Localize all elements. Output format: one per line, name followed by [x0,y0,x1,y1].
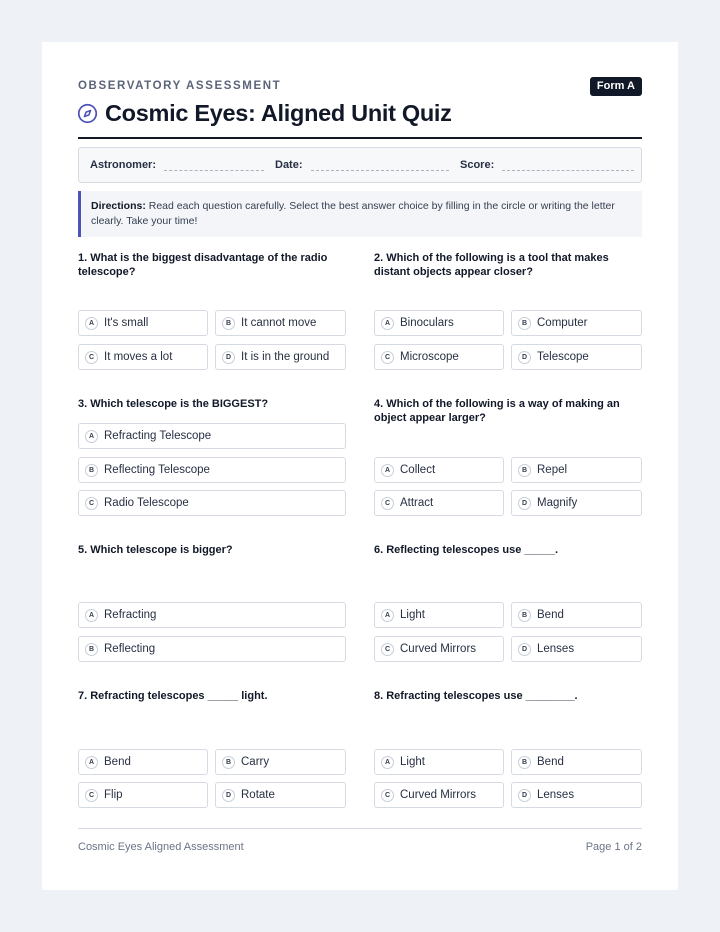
option-text: Curved Mirrors [400,643,477,655]
option-text: Bend [537,609,564,621]
option-text: It's small [104,317,149,329]
option-text: Light [400,609,425,621]
option-text: Lenses [537,789,575,801]
title-row [77,100,452,127]
option-text: It cannot move [241,317,317,329]
question-text: 8. Refracting telescopes use ________. [374,690,578,702]
option-letter-badge: B [222,317,235,330]
option-letter-badge: D [518,351,531,364]
option-text: Light [400,756,425,768]
option-letter-badge: D [222,789,235,802]
answer-option-5b[interactable] [78,636,346,662]
answer-option-7b[interactable] [215,749,346,775]
option-text: Collect [400,464,436,476]
option-letter-badge: C [85,351,98,364]
answer-option-2b[interactable] [511,310,642,336]
answer-option-1b[interactable] [215,310,346,336]
answer-option-4b[interactable] [511,457,642,483]
question-7 [78,690,346,704]
option-letter-badge: D [518,789,531,802]
option-letter-badge: D [222,351,235,364]
eyebrow-label: OBSERVATORY ASSESSMENT [78,80,282,92]
answer-option-7d[interactable] [215,782,346,808]
option-letter-badge: B [222,756,235,769]
answer-option-3a[interactable] [78,423,346,449]
answer-option-1a[interactable] [78,310,208,336]
option-letter-badge: D [518,497,531,510]
option-text: Telescope [537,351,589,363]
option-text: It moves a lot [104,351,173,363]
option-letter-badge: A [85,609,98,622]
answer-option-6a[interactable] [374,602,504,628]
option-text: Lenses [537,643,575,655]
option-letter-badge: A [85,756,98,769]
answer-option-8c[interactable] [374,782,504,808]
answer-option-8a[interactable] [374,749,504,775]
title-divider [78,137,642,139]
answer-option-6d[interactable] [511,636,642,662]
option-letter-badge: B [518,756,531,769]
option-text: Repel [537,464,568,476]
option-text: Reflecting Telescope [104,464,210,476]
question-2 [374,252,642,279]
question-8 [374,690,642,704]
option-text: Binoculars [400,317,454,329]
page-number: Page 1 of 2 [585,841,642,853]
option-letter-badge: A [85,430,98,443]
question-text: 7. Refracting telescopes _____ light. [78,690,268,702]
option-letter-badge: C [85,789,98,802]
answer-option-1d[interactable] [215,344,346,370]
option-text: Rotate [241,789,275,801]
directions-lead: Directions: [91,200,146,212]
option-text: Computer [537,317,588,329]
answer-option-3c[interactable] [78,490,346,516]
answer-option-4d[interactable] [511,490,642,516]
option-text: Refracting Telescope [104,430,212,442]
date-input-line[interactable] [311,159,449,171]
option-letter-badge: C [381,351,394,364]
score-label: Score: [460,159,495,171]
answer-option-2d[interactable] [511,344,642,370]
form-badge: Form A [590,77,642,96]
answer-option-7a[interactable] [78,749,208,775]
astronomer-label: Astronomer: [90,159,157,171]
question-text: 6. Reflecting telescopes use _____. [374,544,559,556]
option-text: It is in the ground [241,351,330,363]
quiz-page [42,42,678,890]
score-input-line[interactable] [502,159,634,171]
option-letter-badge: D [518,643,531,656]
option-text: Radio Telescope [104,497,189,509]
option-letter-badge: A [381,317,394,330]
answer-option-2a[interactable] [374,310,504,336]
option-letter-badge: C [381,497,394,510]
answer-option-7c[interactable] [78,782,208,808]
option-letter-badge: C [85,497,98,510]
answer-option-8b[interactable] [511,749,642,775]
answer-option-6b[interactable] [511,602,642,628]
option-letter-badge: B [518,317,531,330]
option-text: Magnify [537,497,578,509]
option-letter-badge: B [518,464,531,477]
option-text: Microscope [400,351,459,363]
option-letter-badge: C [381,789,394,802]
score-field [460,148,634,182]
answer-option-4a[interactable] [374,457,504,483]
student-info-box [78,147,642,183]
answer-option-3b[interactable] [78,457,346,483]
question-text: 5. Which telescope is bigger? [78,544,233,556]
option-text: Carry [241,756,270,768]
footer-divider [78,828,642,829]
option-text: Flip [104,789,123,801]
date-label: Date: [275,159,303,171]
option-text: Reflecting [104,643,156,655]
question-text: 4. Which of the following is a way of making an object appear larger? [374,398,620,424]
compass-icon [77,103,98,124]
option-text: Refracting [104,609,157,621]
question-6 [374,544,642,558]
option-text: Curved Mirrors [400,789,477,801]
question-5 [78,544,346,558]
question-text: 3. Which telescope is the BIGGEST? [78,398,269,410]
answer-option-8d[interactable] [511,782,642,808]
option-text: Bend [537,756,564,768]
answer-option-4c[interactable] [374,490,504,516]
question-text: 1. What is the biggest disadvantage of the radio telescope? [78,252,328,278]
page-title: Cosmic Eyes: Aligned Unit Quiz [105,100,452,126]
option-text: Bend [104,756,131,768]
answer-option-6c[interactable] [374,636,504,662]
option-letter-badge: A [381,609,394,622]
question-4 [374,398,642,425]
option-letter-badge: A [85,317,98,330]
footer-title: Cosmic Eyes Aligned Assessment [78,841,244,853]
question-text: 2. Which of the following is a tool that makes distant objects appear closer? [374,252,609,278]
option-text: Attract [400,497,434,509]
question-3 [78,398,346,412]
answer-option-5a[interactable] [78,602,346,628]
option-letter-badge: B [85,464,98,477]
answer-option-1c[interactable] [78,344,208,370]
directions-text: Read each question carefully. Select the best answer choice by filling in the circle or writing the letter clearly. Take your time! [91,200,615,227]
astronomer-input-line[interactable] [164,159,264,171]
option-letter-badge: B [85,643,98,656]
option-letter-badge: B [518,609,531,622]
option-letter-badge: A [381,756,394,769]
answer-option-2c[interactable] [374,344,504,370]
option-letter-badge: A [381,464,394,477]
question-1 [78,252,346,279]
date-field [275,148,449,182]
option-letter-badge: C [381,643,394,656]
directions-box [78,191,642,237]
astronomer-field [90,148,264,182]
